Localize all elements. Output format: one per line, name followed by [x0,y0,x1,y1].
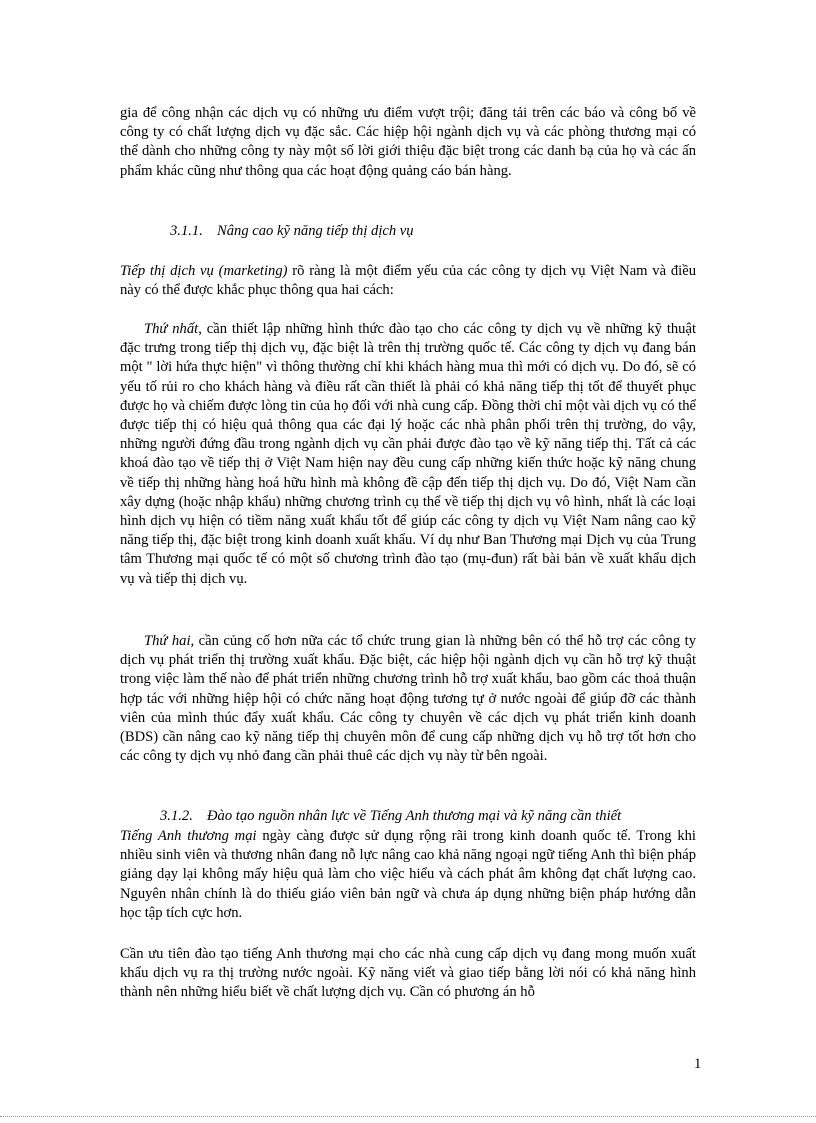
marketing-text: rõ ràng là một điểm yếu của các công ty dịch vụ Việt Nam và điều này có thể được khắc phục thông qua hai cách: [120,263,696,299]
section-heading-3-1-1 [170,222,414,241]
page-number: 1 [694,1056,702,1072]
footer-divider [0,1116,816,1117]
first-point-text: , cần thiết lập những hình thức đào tạo cho các công ty dịch vụ về những kỹ thuật đặc trưng trong tiếp thị dịch vụ, đặc biệt là trên thị trường quốc tế. Các công ty dịch vụ đang bán một " lời hứa thực hiện" vì thông thường chỉ khi khách hàng mua thì mới có dịch vụ. Do đó, sẽ có yếu tố rủi ro cho khách hàng và điều rất cần thiết là phải có khả năng tiếp thị tốt để thuyết phục được họ và chiếm được lòng tin của họ đối với nhà cung cấp. Đồng thời chỉ một vài dịch vụ có thể được tiếp thị có hiệu quả thông qua các đại lý hoặc các nhà phân phối trên thị trường, do vậy, những người đứng đầu trong ngành dịch vụ cần phải được đào tạo về kỹ năng tiếp thị. Tất cả các khoá đào tạo về tiếp thị ở Việt Nam hiện nay đều cung cấp những kiến thức hoặc kỹ năng chung về tiếp thị những hàng hoá hữu hình mà không đề cập đến tiếp thị dịch vụ. Do đó, Việt Nam cần xây dựng (hoặc nhập khẩu) những chương trình cụ thể về tiếp thị dịch vụ vô hình, nhất là các loại hình dịch vụ hiện có tiềm năng xuất khẩu tốt để giúp các công ty dịch vụ Việt Nam nâng cao kỹ năng tiếp thị, đặc biệt trong kinh doanh xuất khẩu. Ví dụ như Ban Thương mại Dịch vụ của Trung tâm Thương mại quốc tế có một số chương trình đào tạo (mụ-đun) rất bài bản về xuất khẩu dịch vụ và tiếp thị dịch vụ. [120,321,697,587]
priority-paragraph: Cần ưu tiên đào tạo tiếng Anh thương mại cho các nhà cung cấp dịch vụ đang mong muốn xuất khẩu dịch vụ ra thị trường nước ngoài. Kỹ năng viết và giao tiếp bằng lời nói có khả năng hình thành nên những hiểu biết về chất lượng dịch vụ. Cần có phương án hỗ [120,946,696,1001]
marketing-paragraph [120,262,696,300]
second-point-lead: Thứ hai, [144,633,195,649]
business-english-paragraph [120,827,696,923]
business-english-lead: Tiếng Anh thương mại [120,828,257,844]
first-point-paragraph [120,320,696,589]
section-title: Nâng cao kỹ năng tiếp thị dịch vụ [217,223,414,239]
second-point-paragraph [120,632,696,766]
first-point-lead: Thứ nhất [144,321,199,337]
section-title: Đào tạo nguồn nhân lực về Tiếng Anh thương mại và kỹ năng cần thiết [207,808,622,824]
second-point-text: cần củng cố hơn nữa các tổ chức trung gian là những bên có thể hỗ trợ các công ty dịch vụ phát triển thị trường xuất khẩu. Đặc biệt, các hiệp hội ngành dịch vụ cần hỗ trợ kỹ thuật trong việc làm thế nào để phát triển những chương trình hỗ trợ xuất khẩu, bao gồm các thoả thuận hợp tác với những hiệp hội có chức năng hoạt động tương tự ở nước ngoài để giúp đỡ các thành viên của mình thúc đẩy xuất khẩu. Các công ty chuyên về các dịch vụ phát triển kinh doanh (BDS) cần nâng cao kỹ năng tiếp thị chuyên môn để cung cấp những dịch vụ hỗ trợ tốt hơn cho các công ty dịch vụ nhỏ đang cần phải thuê các dịch vụ này từ bên ngoài. [120,633,696,765]
section-number: 3.1.1. [170,223,203,239]
section-number: 3.1.2. [160,808,193,824]
marketing-lead: Tiếp thị dịch vụ (marketing) [120,263,288,279]
intro-paragraph: gia để công nhận các dịch vụ có những ưu điểm vượt trội; đăng tải trên các báo và công bố về công ty có chất lượng dịch vụ đặc sắc. Các hiệp hội ngành dịch vụ và các phòng thương mại có thể dành cho những công ty này một số lời giới thiệu đặc biệt trong các danh bạ của họ và các ấn phẩm khác cũng như thông qua các hoạt động quảng cáo bán hàng. [120,105,696,179]
business-english-text: ngày càng được sử dụng rộng rãi trong kinh doanh quốc tế. Trong khi nhiều sinh viên và thương nhân đang nỗ lực nâng cao khả năng ngoại ngữ tiếng Anh thì biện pháp giảng dạy lại không mấy hiệu quả làm cho việc hiểu và cách phát âm không đạt chất lượng cao. Nguyên nhân chính là do thiếu giáo viên bản ngữ và chưa áp dụng những biện pháp hướng dẫn học tập tích cực hơn. [120,828,696,921]
section-heading-3-1-2 [160,807,621,826]
